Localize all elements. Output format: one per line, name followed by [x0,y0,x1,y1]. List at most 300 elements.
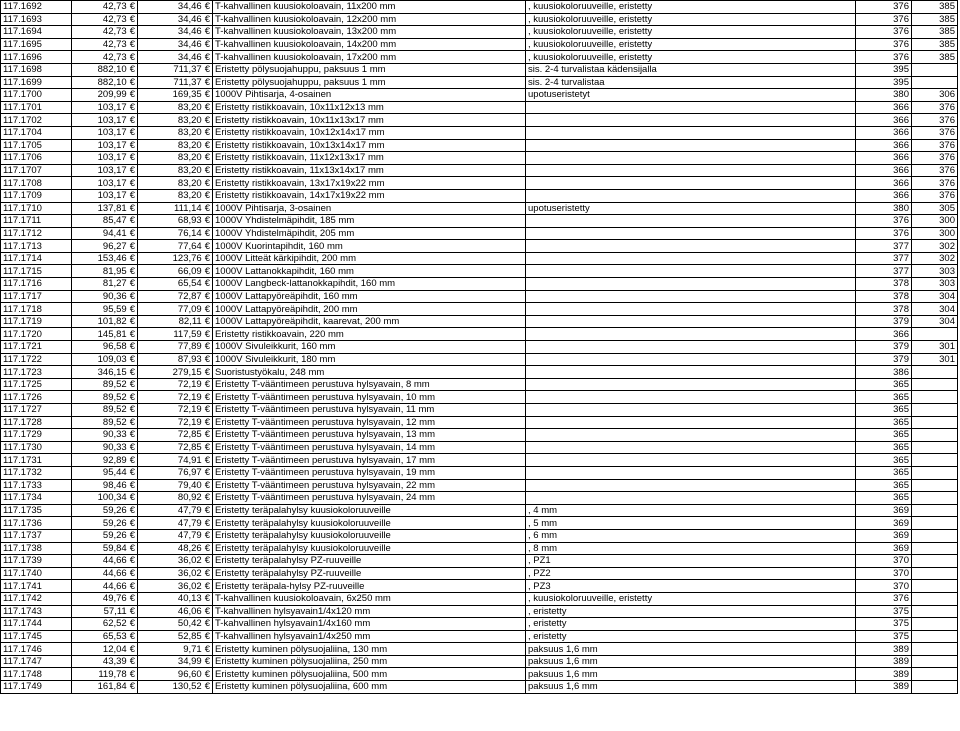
product-specification [526,567,856,580]
product-code [1,466,72,479]
product-description-text: Eristetty pölysuojahuppu, paksuus 1 mm [215,64,386,76]
list-price-text: 59,84 [102,542,127,554]
product-code [1,290,72,303]
net-price [138,114,213,127]
list-price [72,492,138,505]
net-price-text: 72,19 [177,379,202,391]
catalog-page-text: 389 [893,643,909,655]
euro-symbol: € [129,190,135,202]
product-code-text: 117.1719 [3,316,42,328]
reference-page [912,265,958,278]
net-price [138,315,213,328]
list-price-text: 49,76 [102,593,127,605]
product-specification [526,101,856,114]
product-specification-text: , 5 mm [528,517,558,529]
catalog-page [856,114,912,127]
product-code-text: 117.1725 [3,379,42,391]
reference-page [912,366,958,379]
net-price [138,227,213,240]
product-code-text: 117.1739 [3,555,42,567]
euro-symbol: € [204,379,210,391]
catalog-page [856,529,912,542]
catalog-page [856,517,912,530]
catalog-page [856,315,912,328]
product-description [213,315,526,328]
list-price-text: 101,82 [97,316,127,328]
product-code-text: 117.1718 [3,303,42,315]
list-price-text: 42,73 [102,39,127,51]
euro-symbol: € [204,605,210,617]
net-price [138,189,213,202]
catalog-page-text: 395 [893,64,909,76]
product-description [213,404,526,417]
reference-page-text: 302 [939,240,955,252]
euro-symbol: € [204,240,210,252]
euro-symbol: € [204,202,210,214]
euro-symbol: € [129,51,135,63]
product-specification [526,303,856,316]
list-price [72,26,138,39]
catalog-page [856,13,912,26]
catalog-page-text: 376 [893,51,909,63]
product-description [213,492,526,505]
net-price [138,605,213,618]
product-code [1,215,72,228]
product-description [213,681,526,694]
product-description-text: Eristetty kuminen pölysuojaliina, 130 mm [215,643,388,655]
net-price [138,366,213,379]
net-price [138,177,213,190]
catalog-page-text: 377 [893,265,909,277]
catalog-page-text: 375 [893,605,909,617]
list-price-text: 92,89 [102,454,127,466]
reference-page [912,1,958,14]
table-row [1,567,958,580]
product-specification-text: , kuusiokoloruuveille, eristetty [528,1,653,13]
net-price-text: 79,40 [177,479,202,491]
euro-symbol: € [204,391,210,403]
product-specification [526,517,856,530]
reference-page [912,227,958,240]
euro-symbol: € [129,593,135,605]
product-description [213,504,526,517]
net-price [138,542,213,555]
euro-symbol: € [129,416,135,428]
product-specification [526,252,856,265]
catalog-page-text: 370 [893,580,909,592]
euro-symbol: € [204,530,210,542]
reference-page-text: 301 [939,341,955,353]
table-row [1,139,958,152]
product-description-text: 1000V Lattanokkapihdit, 160 mm [215,265,354,277]
catalog-page [856,89,912,102]
product-code-text: 117.1743 [3,605,42,617]
euro-symbol: € [129,454,135,466]
net-price-text: 47,79 [177,530,202,542]
catalog-page [856,441,912,454]
product-description [213,126,526,139]
net-price-text: 34,46 [177,51,202,63]
list-price-text: 89,52 [102,404,127,416]
product-code-text: 117.1705 [3,139,42,151]
product-description-text: T-kahvallinen hylsyavain1/4x120 mm [215,605,371,617]
net-price [138,13,213,26]
product-specification [526,13,856,26]
product-description [213,391,526,404]
catalog-page-text: 375 [893,618,909,630]
euro-symbol: € [129,505,135,517]
table-row [1,76,958,89]
product-code-text: 117.1706 [3,152,42,164]
net-price [138,139,213,152]
product-specification [526,240,856,253]
net-price-text: 123,76 [172,253,202,265]
net-price [138,240,213,253]
product-code [1,177,72,190]
product-description [213,189,526,202]
list-price-text: 89,52 [102,391,127,403]
net-price-text: 83,20 [177,127,202,139]
product-specification [526,378,856,391]
table-row [1,177,958,190]
product-description [213,529,526,542]
product-code-text: 117.1740 [3,568,42,580]
product-specification [526,681,856,694]
product-description-text: Eristetty pölysuojahuppu, paksuus 1 mm [215,76,386,88]
product-description-text: Eristetty T-vääntimeen perustuva hylsyavain, 17 mm [215,454,436,466]
list-price-text: 12,04 [102,643,127,655]
product-code-text: 117.1748 [3,668,42,680]
net-price-text: 52,85 [177,630,202,642]
euro-symbol: € [204,630,210,642]
net-price [138,38,213,51]
euro-symbol: € [129,26,135,38]
product-description [213,366,526,379]
list-price-text: 95,59 [102,303,127,315]
net-price-text: 47,79 [177,517,202,529]
reference-page-text: 376 [939,165,955,177]
list-price-text: 59,26 [102,530,127,542]
net-price-text: 46,06 [177,605,202,617]
euro-symbol: € [129,668,135,680]
reference-page [912,567,958,580]
catalog-page [856,189,912,202]
product-code-text: 117.1731 [3,454,42,466]
list-price [72,353,138,366]
list-price [72,101,138,114]
euro-symbol: € [204,668,210,680]
product-code-text: 117.1735 [3,505,42,517]
list-price-text: 81,95 [102,265,127,277]
table-row [1,126,958,139]
net-price-text: 83,20 [177,190,202,202]
product-specification [526,542,856,555]
list-price-text: 90,33 [102,429,127,441]
product-specification [526,580,856,593]
catalog-page-text: 365 [893,492,909,504]
net-price [138,567,213,580]
reference-page [912,139,958,152]
list-price-text: 90,36 [102,290,127,302]
product-specification [526,315,856,328]
euro-symbol: € [204,618,210,630]
euro-symbol: € [129,379,135,391]
product-specification [526,290,856,303]
product-code-text: 117.1737 [3,530,42,542]
catalog-page [856,580,912,593]
net-price [138,466,213,479]
catalog-page-text: 376 [893,227,909,239]
euro-symbol: € [129,328,135,340]
product-specification [526,328,856,341]
product-code [1,567,72,580]
product-specification [526,429,856,442]
net-price-text: 36,02 [177,555,202,567]
product-code [1,416,72,429]
product-specification-text: paksuus 1,6 mm [528,643,598,655]
product-code [1,555,72,568]
euro-symbol: € [129,152,135,164]
product-description [213,177,526,190]
euro-symbol: € [129,290,135,302]
product-code-text: 117.1715 [3,265,42,277]
product-description [213,630,526,643]
list-price-text: 103,17 [97,190,127,202]
table-row [1,492,958,505]
euro-symbol: € [204,190,210,202]
product-specification [526,492,856,505]
reference-page [912,630,958,643]
reference-page-text: 376 [939,114,955,126]
reference-page-text: 385 [939,51,955,63]
euro-symbol: € [129,202,135,214]
catalog-page-text: 369 [893,530,909,542]
net-price-text: 117,59 [173,328,202,340]
catalog-page [856,479,912,492]
catalog-page-text: 379 [893,353,909,365]
reference-page [912,580,958,593]
product-code-text: 117.1734 [3,492,42,504]
product-code-text: 117.1744 [3,618,42,630]
product-specification-text: , 6 mm [528,530,558,542]
reference-page [912,592,958,605]
reference-page [912,416,958,429]
product-code [1,63,72,76]
euro-symbol: € [204,429,210,441]
table-row [1,26,958,39]
product-description [213,89,526,102]
euro-symbol: € [129,240,135,252]
catalog-page-text: 376 [893,215,909,227]
product-description [213,139,526,152]
reference-page-text: 385 [939,39,955,51]
product-description [213,441,526,454]
product-specification-text: , PZ3 [528,580,551,592]
reference-page [912,353,958,366]
net-price [138,643,213,656]
table-row [1,517,958,530]
list-price [72,303,138,316]
reference-page-text: 300 [939,215,955,227]
net-price [138,303,213,316]
reference-page-text: 385 [939,1,955,13]
product-description [213,303,526,316]
reference-page-text: 385 [939,13,955,25]
table-row [1,441,958,454]
euro-symbol: € [204,215,210,227]
catalog-page-text: 366 [893,102,909,114]
euro-symbol: € [129,76,135,88]
table-row [1,63,958,76]
product-specification [526,618,856,631]
product-code [1,152,72,165]
product-code [1,353,72,366]
catalog-page [856,655,912,668]
product-specification [526,605,856,618]
catalog-page-text: 366 [893,165,909,177]
catalog-page-text: 369 [893,542,909,554]
net-price-text: 36,02 [177,580,202,592]
net-price [138,101,213,114]
table-row [1,101,958,114]
net-price-text: 80,92 [177,492,202,504]
euro-symbol: € [129,39,135,51]
catalog-page-text: 378 [893,290,909,302]
reference-page [912,164,958,177]
reference-page [912,479,958,492]
reference-page [912,76,958,89]
list-price-text: 62,52 [102,618,127,630]
product-specification [526,114,856,127]
reference-page [912,215,958,228]
reference-page [912,202,958,215]
euro-symbol: € [204,643,210,655]
table-row [1,592,958,605]
list-price-text: 65,53 [102,630,127,642]
net-price [138,668,213,681]
table-row [1,618,958,631]
list-price [72,529,138,542]
product-code-text: 117.1711 [3,215,42,227]
table-row [1,240,958,253]
product-code-text: 117.1710 [3,202,42,214]
net-price [138,504,213,517]
list-price [72,76,138,89]
product-description-text: 1000V Langbeck-lattanokkapihdit, 160 mm [215,278,396,290]
list-price-text: 103,17 [97,165,127,177]
list-price-text: 209,99 [97,89,127,101]
catalog-page-text: 365 [893,379,909,391]
list-price [72,681,138,694]
product-specification [526,215,856,228]
product-description [213,227,526,240]
product-description-text: T-kahvallinen kuusiokoloavain, 6x250 mm [215,593,391,605]
net-price-text: 48,26 [177,542,202,554]
table-row [1,227,958,240]
product-specification [526,466,856,479]
euro-symbol: € [204,316,210,328]
table-row [1,479,958,492]
product-code [1,441,72,454]
table-row [1,152,958,165]
net-price-text: 711,37 [173,64,202,76]
product-specification [526,38,856,51]
reference-page [912,26,958,39]
euro-symbol: € [204,542,210,554]
list-price-text: 94,41 [102,227,127,239]
net-price [138,630,213,643]
euro-symbol: € [129,165,135,177]
list-price-text: 59,26 [102,505,127,517]
product-specification [526,152,856,165]
list-price [72,605,138,618]
table-row [1,290,958,303]
list-price-text: 103,17 [97,177,127,189]
product-description-text: 1000V Pihtisarja, 4-osainen [215,89,332,101]
euro-symbol: € [204,341,210,353]
reference-page [912,378,958,391]
list-price-text: 42,73 [102,51,127,63]
table-row [1,668,958,681]
product-description [213,252,526,265]
net-price-text: 65,54 [177,278,202,290]
product-description-text: T-kahvallinen kuusiokoloavain, 11x200 mm [215,1,396,13]
catalog-page [856,76,912,89]
catalog-page [856,378,912,391]
product-code [1,366,72,379]
reference-page-text: 304 [939,290,955,302]
product-code-text: 117.1720 [3,328,42,340]
list-price-text: 42,73 [102,26,127,38]
product-description-text: Eristetty ristikkoavain, 14x17x19x22 mm [215,190,385,202]
product-code [1,378,72,391]
catalog-page-text: 366 [893,127,909,139]
euro-symbol: € [129,442,135,454]
euro-symbol: € [129,265,135,277]
catalog-page [856,1,912,14]
net-price [138,655,213,668]
product-specification [526,404,856,417]
reference-page [912,492,958,505]
catalog-page [856,605,912,618]
catalog-page-text: 378 [893,303,909,315]
product-description-text: Eristetty T-vääntimeen perustuva hylsyavain, 14 mm [215,442,436,454]
list-price [72,378,138,391]
product-description-text: 1000V Pihtisarja, 3-osainen [215,202,332,214]
product-code-text: 117.1708 [3,177,42,189]
reference-page [912,542,958,555]
product-code-text: 117.1732 [3,467,42,479]
catalog-page [856,391,912,404]
euro-symbol: € [204,89,210,101]
catalog-page [856,366,912,379]
product-specification [526,416,856,429]
euro-symbol: € [204,404,210,416]
catalog-page [856,164,912,177]
table-row [1,416,958,429]
catalog-page-text: 375 [893,630,909,642]
net-price-text: 34,99 [177,656,202,668]
product-code-text: 117.1717 [3,290,42,302]
euro-symbol: € [129,114,135,126]
euro-symbol: € [129,13,135,25]
product-code-text: 117.1696 [3,51,42,63]
net-price-text: 169,35 [172,89,202,101]
reference-page-text: 304 [939,316,955,328]
list-price-text: 44,66 [102,580,127,592]
product-description-text: Eristetty kuminen pölysuojaliina, 600 mm [215,681,388,693]
product-code-text: 117.1699 [3,76,42,88]
